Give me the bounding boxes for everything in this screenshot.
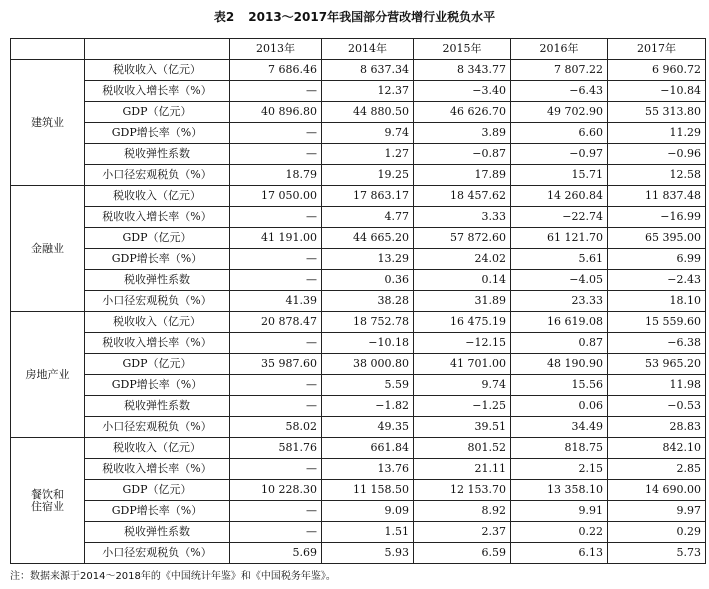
value-cell: −0.96	[608, 144, 706, 165]
value-cell: 818.75	[511, 438, 608, 459]
metric-label: 税收收入增长率（%）	[85, 333, 230, 354]
value-cell: 6 960.72	[608, 60, 706, 81]
value-cell: 8 637.34	[322, 60, 414, 81]
value-cell: 7 807.22	[511, 60, 608, 81]
value-cell: 0.36	[322, 270, 414, 291]
metric-label: GDP（亿元）	[85, 228, 230, 249]
value-cell: 38 000.80	[322, 354, 414, 375]
value-cell: 581.76	[230, 438, 322, 459]
table-row	[11, 333, 706, 354]
metric-label: GDP（亿元）	[85, 354, 230, 375]
value-cell: 7 686.46	[230, 60, 322, 81]
value-cell: 24.02	[414, 249, 511, 270]
value-cell: 65 395.00	[608, 228, 706, 249]
metric-label: 小口径宏观税负（%）	[85, 165, 230, 186]
value-cell: 15.56	[511, 375, 608, 396]
value-cell: 12.58	[608, 165, 706, 186]
value-cell: −0.97	[511, 144, 608, 165]
header-year: 2015年	[414, 39, 511, 60]
value-cell: —	[230, 249, 322, 270]
value-cell: 3.89	[414, 123, 511, 144]
value-cell: −0.53	[608, 396, 706, 417]
value-cell: 9.09	[322, 501, 414, 522]
value-cell: 55 313.80	[608, 102, 706, 123]
value-cell: 9.97	[608, 501, 706, 522]
value-cell: 0.22	[511, 522, 608, 543]
table-row	[11, 123, 706, 144]
value-cell: −6.38	[608, 333, 706, 354]
value-cell: 801.52	[414, 438, 511, 459]
table-body	[11, 60, 706, 564]
value-cell: 49.35	[322, 417, 414, 438]
value-cell: 57 872.60	[414, 228, 511, 249]
metric-label: 税收收入（亿元）	[85, 60, 230, 81]
table-row	[11, 459, 706, 480]
metric-label: GDP增长率（%）	[85, 249, 230, 270]
metric-label: 税收收入（亿元）	[85, 438, 230, 459]
value-cell: 2.85	[608, 459, 706, 480]
table-row	[11, 354, 706, 375]
table-row	[11, 270, 706, 291]
metric-label: 税收收入增长率（%）	[85, 207, 230, 228]
value-cell: 2.37	[414, 522, 511, 543]
value-cell: 3.33	[414, 207, 511, 228]
value-cell: −2.43	[608, 270, 706, 291]
value-cell: 842.10	[608, 438, 706, 459]
value-cell: 11.98	[608, 375, 706, 396]
value-cell: 39.51	[414, 417, 511, 438]
value-cell: 46 626.70	[414, 102, 511, 123]
value-cell: 0.06	[511, 396, 608, 417]
table-number: 表2	[213, 10, 235, 24]
sector-name: 房地产业	[11, 312, 85, 438]
value-cell: −1.25	[414, 396, 511, 417]
metric-label: 税收弹性系数	[85, 270, 230, 291]
metric-label: GDP（亿元）	[85, 102, 230, 123]
value-cell: 49 702.90	[511, 102, 608, 123]
table-title: 2013～2017年我国部分营改增行业税负水平	[248, 10, 496, 24]
value-cell: 41 701.00	[414, 354, 511, 375]
value-cell: 9.74	[322, 123, 414, 144]
value-cell: 1.27	[322, 144, 414, 165]
metric-label: 税收收入（亿元）	[85, 312, 230, 333]
metric-label: 税收收入增长率（%）	[85, 81, 230, 102]
metric-label: GDP增长率（%）	[85, 123, 230, 144]
table-row	[11, 102, 706, 123]
value-cell: 19.25	[322, 165, 414, 186]
value-cell: 12.37	[322, 81, 414, 102]
table-row	[11, 186, 706, 207]
table-row	[11, 522, 706, 543]
value-cell: 12 153.70	[414, 480, 511, 501]
value-cell: 11.29	[608, 123, 706, 144]
value-cell: −0.87	[414, 144, 511, 165]
value-cell: 8.92	[414, 501, 511, 522]
value-cell: −4.05	[511, 270, 608, 291]
metric-label: GDP增长率（%）	[85, 375, 230, 396]
value-cell: −10.84	[608, 81, 706, 102]
table-row	[11, 438, 706, 459]
value-cell: 16 475.19	[414, 312, 511, 333]
value-cell: —	[230, 270, 322, 291]
value-cell: 38.28	[322, 291, 414, 312]
value-cell: 8 343.77	[414, 60, 511, 81]
value-cell: 34.49	[511, 417, 608, 438]
value-cell: 5.69	[230, 543, 322, 564]
sector-name: 餐饮和 住宿业	[11, 438, 85, 564]
metric-label: 税收收入增长率（%）	[85, 459, 230, 480]
value-cell: 18.10	[608, 291, 706, 312]
value-cell: 6.99	[608, 249, 706, 270]
value-cell: —	[230, 81, 322, 102]
table-row	[11, 144, 706, 165]
value-cell: 40 896.80	[230, 102, 322, 123]
value-cell: 0.29	[608, 522, 706, 543]
value-cell: —	[230, 207, 322, 228]
value-cell: −1.82	[322, 396, 414, 417]
metric-label: 小口径宏观税负（%）	[85, 417, 230, 438]
table-row	[11, 228, 706, 249]
value-cell: 20 878.47	[230, 312, 322, 333]
value-cell: —	[230, 501, 322, 522]
value-cell: 58.02	[230, 417, 322, 438]
table-row	[11, 375, 706, 396]
value-cell: 6.60	[511, 123, 608, 144]
value-cell: 1.51	[322, 522, 414, 543]
metric-label: 税收弹性系数	[85, 396, 230, 417]
value-cell: 6.13	[511, 543, 608, 564]
value-cell: −6.43	[511, 81, 608, 102]
table-row	[11, 291, 706, 312]
header-year: 2013年	[230, 39, 322, 60]
value-cell: 6.59	[414, 543, 511, 564]
source-note: 注：数据来源于2014～2018年的《中国统计年鉴》和《中国税务年鉴》。	[10, 571, 336, 582]
metric-label: 税收弹性系数	[85, 144, 230, 165]
table-row	[11, 417, 706, 438]
value-cell: 11 158.50	[322, 480, 414, 501]
tax-burden-table	[10, 38, 706, 564]
header-year: 2014年	[322, 39, 414, 60]
value-cell: 41 191.00	[230, 228, 322, 249]
value-cell: 2.15	[511, 459, 608, 480]
value-cell: 0.14	[414, 270, 511, 291]
table-row	[11, 543, 706, 564]
value-cell: 9.91	[511, 501, 608, 522]
table-row	[11, 207, 706, 228]
table-row	[11, 165, 706, 186]
value-cell: 31.89	[414, 291, 511, 312]
value-cell: 5.59	[322, 375, 414, 396]
metric-label: 税收弹性系数	[85, 522, 230, 543]
sector-name: 建筑业	[11, 60, 85, 186]
value-cell: 17.89	[414, 165, 511, 186]
value-cell: −16.99	[608, 207, 706, 228]
value-cell: 0.87	[511, 333, 608, 354]
value-cell: −3.40	[414, 81, 511, 102]
value-cell: 10 228.30	[230, 480, 322, 501]
value-cell: —	[230, 333, 322, 354]
value-cell: 13.76	[322, 459, 414, 480]
value-cell: 61 121.70	[511, 228, 608, 249]
value-cell: 5.93	[322, 543, 414, 564]
sector-name: 金融业	[11, 186, 85, 312]
value-cell: —	[230, 123, 322, 144]
value-cell: 15.71	[511, 165, 608, 186]
metric-label: 小口径宏观税负（%）	[85, 543, 230, 564]
value-cell: 4.77	[322, 207, 414, 228]
value-cell: −22.74	[511, 207, 608, 228]
value-cell: −10.18	[322, 333, 414, 354]
value-cell: 18 752.78	[322, 312, 414, 333]
value-cell: 23.33	[511, 291, 608, 312]
header-year: 2017年	[608, 39, 706, 60]
value-cell: 21.11	[414, 459, 511, 480]
metric-label: GDP（亿元）	[85, 480, 230, 501]
value-cell: 17 863.17	[322, 186, 414, 207]
table-row	[11, 480, 706, 501]
value-cell: 16 619.08	[511, 312, 608, 333]
header-metric-cell	[85, 39, 230, 60]
value-cell: 53 965.20	[608, 354, 706, 375]
value-cell: —	[230, 459, 322, 480]
header-row	[11, 39, 706, 60]
value-cell: 661.84	[322, 438, 414, 459]
value-cell: −12.15	[414, 333, 511, 354]
value-cell: 44 665.20	[322, 228, 414, 249]
metric-label: 税收收入（亿元）	[85, 186, 230, 207]
value-cell: —	[230, 396, 322, 417]
value-cell: 13.29	[322, 249, 414, 270]
value-cell: 5.61	[511, 249, 608, 270]
header-sector-cell	[11, 39, 85, 60]
table-row	[11, 312, 706, 333]
metric-label: GDP增长率（%）	[85, 501, 230, 522]
value-cell: 35 987.60	[230, 354, 322, 375]
value-cell: 17 050.00	[230, 186, 322, 207]
value-cell: 13 358.10	[511, 480, 608, 501]
value-cell: 28.83	[608, 417, 706, 438]
value-cell: 9.74	[414, 375, 511, 396]
header-year: 2016年	[511, 39, 608, 60]
table-row	[11, 249, 706, 270]
value-cell: 11 837.48	[608, 186, 706, 207]
value-cell: 18 457.62	[414, 186, 511, 207]
metric-label: 小口径宏观税负（%）	[85, 291, 230, 312]
value-cell: 5.73	[608, 543, 706, 564]
table-caption	[0, 8, 709, 25]
value-cell: 44 880.50	[322, 102, 414, 123]
value-cell: —	[230, 144, 322, 165]
table-row	[11, 501, 706, 522]
table-row	[11, 60, 706, 81]
value-cell: 15 559.60	[608, 312, 706, 333]
value-cell: —	[230, 375, 322, 396]
value-cell: 14 690.00	[608, 480, 706, 501]
value-cell: —	[230, 522, 322, 543]
value-cell: 18.79	[230, 165, 322, 186]
value-cell: 14 260.84	[511, 186, 608, 207]
value-cell: 48 190.90	[511, 354, 608, 375]
value-cell: 41.39	[230, 291, 322, 312]
table-row	[11, 396, 706, 417]
table-row	[11, 81, 706, 102]
